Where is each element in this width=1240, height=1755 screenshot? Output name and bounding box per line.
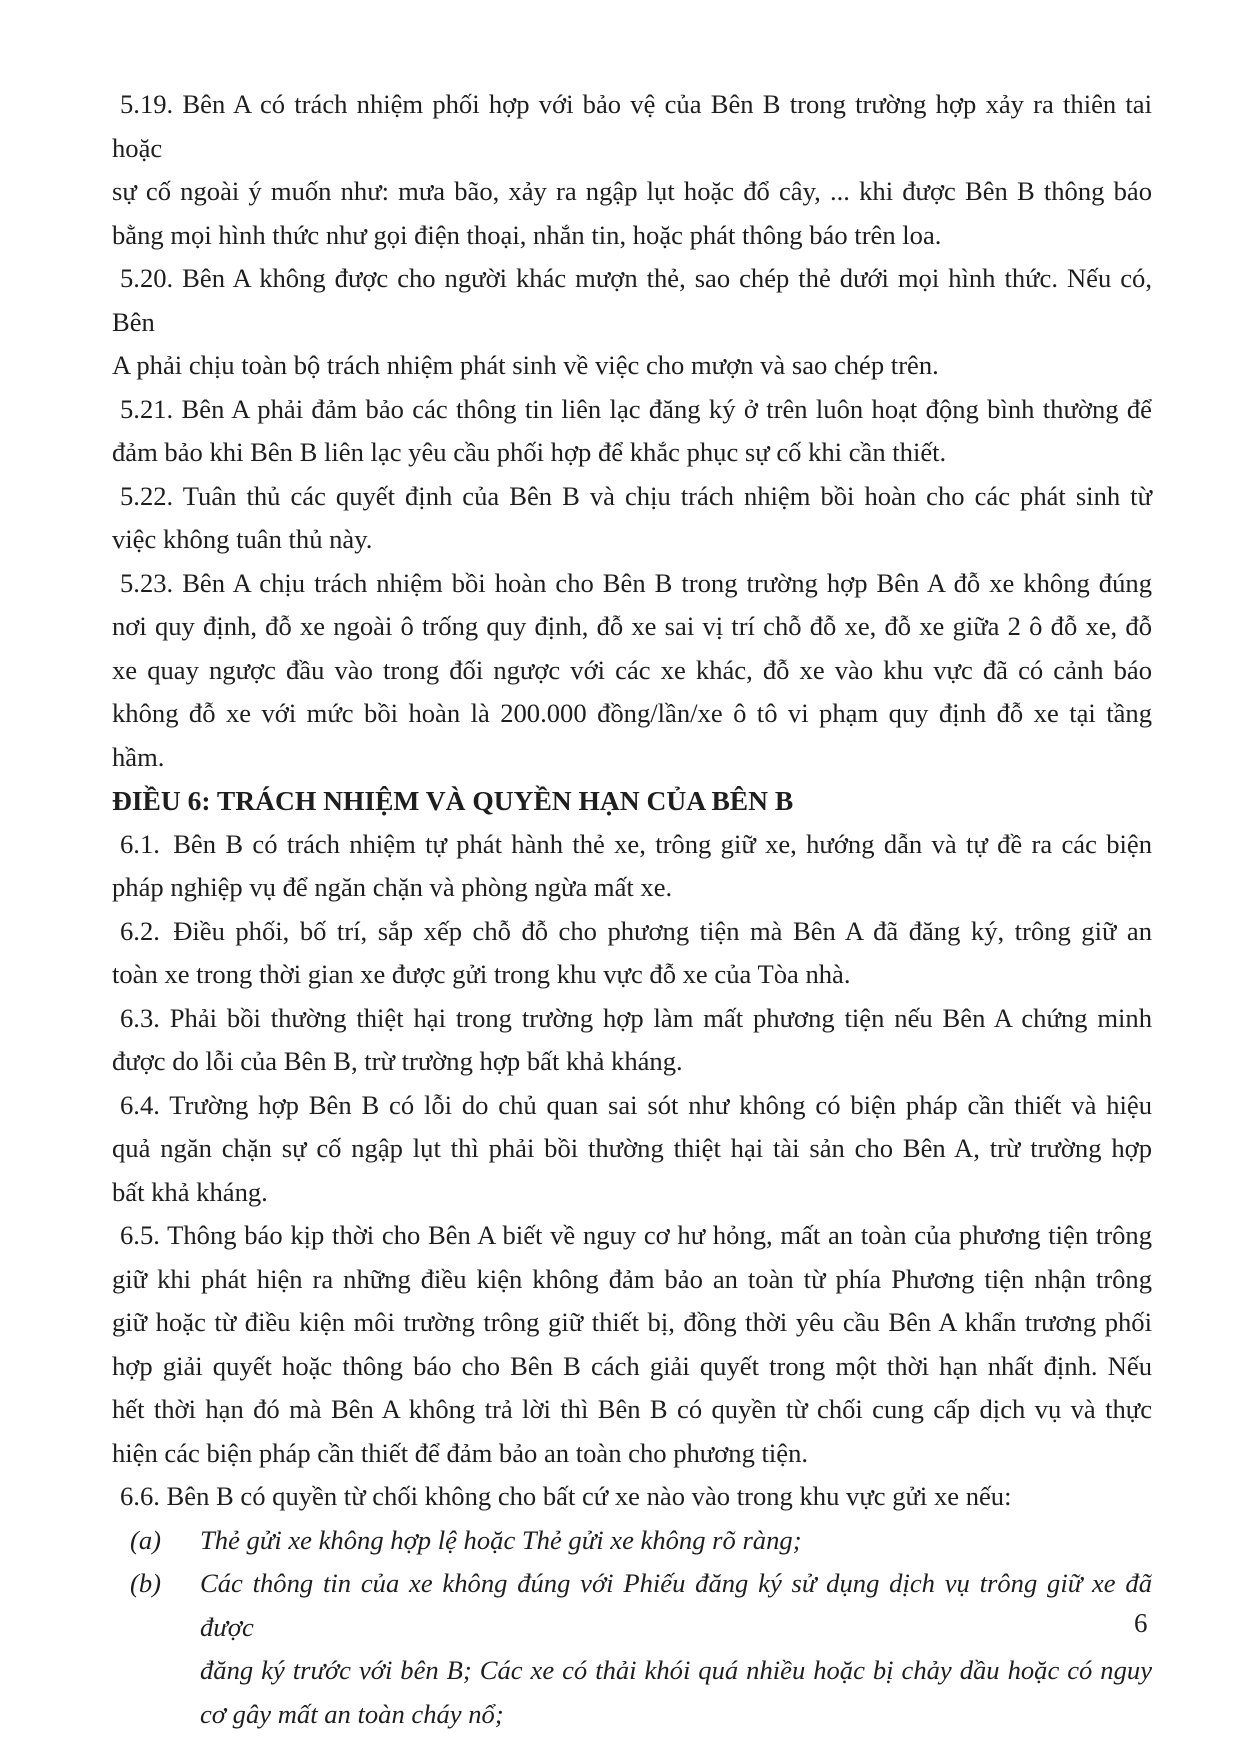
text-line: giữ khi phát hiện ra những điều kiện không đảm bảo an toàn từ phía Phương tiện nhận trông	[112, 1263, 1152, 1294]
text-line: 5.19. Bên A có trách nhiệm phối hợp với bảo vệ của Bên B trong trường hợp xảy ra thiên tai hoặc	[112, 89, 1152, 163]
text-line: 6.2. Điều phối, bố trí, sắp xếp chỗ đỗ cho phương tiện mà Bên A đã đăng ký, trông giữ an	[120, 915, 1152, 946]
text-line: 5.20. Bên A không được cho người khác mượn thẻ, sao chép thẻ dưới mọi hình thức. Nếu có, Bên	[112, 263, 1152, 337]
text-line: hết thời hạn đó mà Bên A không trả lời thì Bên B có quyền từ chối cung cấp dịch vụ và thực	[112, 1394, 1152, 1424]
text-line: 5.21. Bên A phải đảm bảo các thông tin liên lạc đăng ký ở trên luôn hoạt động bình thường để	[120, 393, 1152, 424]
text-line: 6.5. Thông báo kịp thời cho Bên A biết về nguy cơ hư hỏng, mất an toàn của phương tiện trông	[120, 1220, 1152, 1250]
clause-6-1	[112, 823, 1152, 910]
clause-6-3	[112, 997, 1152, 1084]
text-line: hiện các biện pháp cần thiết để đảm bảo an toàn cho phương tiện.	[112, 1437, 809, 1468]
text-line: việc không tuân thủ này.	[112, 524, 373, 554]
text-line: 6.3. Phải bồi thường thiệt hại trong trường hợp làm mất phương tiện nếu Bên A chứng minh	[120, 1002, 1152, 1033]
text-line: 6.1. Bên B có trách nhiệm tự phát hành thẻ xe, trông giữ xe, hướng dẫn và tự đề ra các biện	[120, 828, 1152, 859]
text-line: đăng ký trước với bên B; Các xe có thải khói quá nhiều hoặc bị chảy dầu hoặc có nguy	[200, 1655, 1152, 1685]
text-line: quả ngăn chặn sự cố ngập lụt thì phải bồi thường thiệt hại tài sản cho Bên A, trừ trường hợp	[112, 1133, 1152, 1163]
text-line: 6.6. Bên B có quyền từ chối không cho bất cứ xe nào vào trong khu vực gửi xe nếu:	[120, 1481, 1012, 1511]
text-line: pháp nghiệp vụ để ngăn chặn và phòng ngừa mất xe.	[112, 872, 673, 902]
text-line: Thẻ gửi xe không hợp lệ hoặc Thẻ gửi xe không rõ ràng;	[200, 1524, 802, 1555]
text-line: 5.23. Bên A chịu trách nhiệm bồi hoàn cho Bên B trong trường hợp Bên A đỗ xe không đúng	[120, 567, 1152, 598]
text-line: cơ gây mất an toàn cháy nổ;	[200, 1698, 504, 1729]
text-line: hợp giải quyết hoặc thông báo cho Bên B cách giải quyết trong một thời hạn nhất định. Nếu	[112, 1350, 1152, 1381]
item-a	[112, 1519, 1152, 1563]
item-b	[112, 1562, 1152, 1736]
clause-5-20	[112, 257, 1152, 388]
text-line: 6.4. Trường hợp Bên B có lỗi do chủ quan sai sót như không có biện pháp cần thiết và hiệu	[120, 1089, 1152, 1120]
page-number: 6	[1134, 1608, 1148, 1638]
text-line: không đỗ xe với mức bồi hoàn là 200.000 đồng/lần/xe ô tô vi phạm quy định đỗ xe tại tầng	[112, 698, 1152, 728]
text-line: Các thông tin của xe không đúng với Phiếu đăng ký sử dụng dịch vụ trông giữ xe đã được	[200, 1568, 1152, 1642]
text-line: bằng mọi hình thức như gọi điện thoại, nhắn tin, hoặc phát thông báo trên loa.	[112, 219, 942, 250]
clause-6-2	[112, 910, 1152, 997]
clause-5-19	[112, 83, 1152, 257]
text-line: toàn xe trong thời gian xe được gửi trong khu vực đỗ xe của Tòa nhà.	[112, 959, 851, 989]
clause-6-4	[112, 1084, 1152, 1215]
clause-6-6	[112, 1475, 1152, 1519]
clause-5-21	[112, 388, 1152, 475]
text-line: hầm.	[112, 741, 165, 772]
text-line: A phải chịu toàn bộ trách nhiệm phát sinh về việc cho mượn và sao chép trên.	[112, 350, 939, 380]
text-line: 5.22. Tuân thủ các quyết định của Bên B và chịu trách nhiệm bồi hoàn cho các phát sinh từ	[120, 480, 1152, 511]
contract-body	[112, 83, 1152, 1736]
clause-5-23	[112, 562, 1152, 780]
text-line: sự cố ngoài ý muốn như: mưa bão, xảy ra ngập lụt hoặc đổ cây, ... khi được Bên B thông báo	[112, 176, 1152, 206]
clause-5-22	[112, 475, 1152, 562]
list-item-marker: (a)	[130, 1524, 162, 1555]
heading-dieu-6: ĐIỀU 6: TRÁCH NHIỆM VÀ QUYỀN HẠN CỦA BÊN B	[112, 785, 794, 816]
list-item-marker: (b)	[130, 1568, 162, 1598]
text-line: bất khả kháng.	[112, 1176, 268, 1207]
text-line: xe quay ngược đầu vào trong đối ngược với các xe khác, đỗ xe vào khu vực đã có cảnh báo	[112, 654, 1152, 685]
text-line: nơi quy định, đỗ xe ngoài ô trống quy định, đỗ xe sai vị trí chỗ đỗ xe, đỗ xe giữa 2 ô đỗ xe, đỗ	[112, 611, 1152, 641]
clause-6-5	[112, 1214, 1152, 1475]
text-line: được do lỗi của Bên B, trừ trường hợp bất khả kháng.	[112, 1046, 683, 1076]
text-line: giữ hoặc từ điều kiện môi trường trông giữ thiết bị, đồng thời yêu cầu Bên A khẩn trương phối	[112, 1307, 1152, 1337]
text-line: đảm bảo khi Bên B liên lạc yêu cầu phối hợp để khắc phục sự cố khi cần thiết.	[112, 437, 947, 467]
